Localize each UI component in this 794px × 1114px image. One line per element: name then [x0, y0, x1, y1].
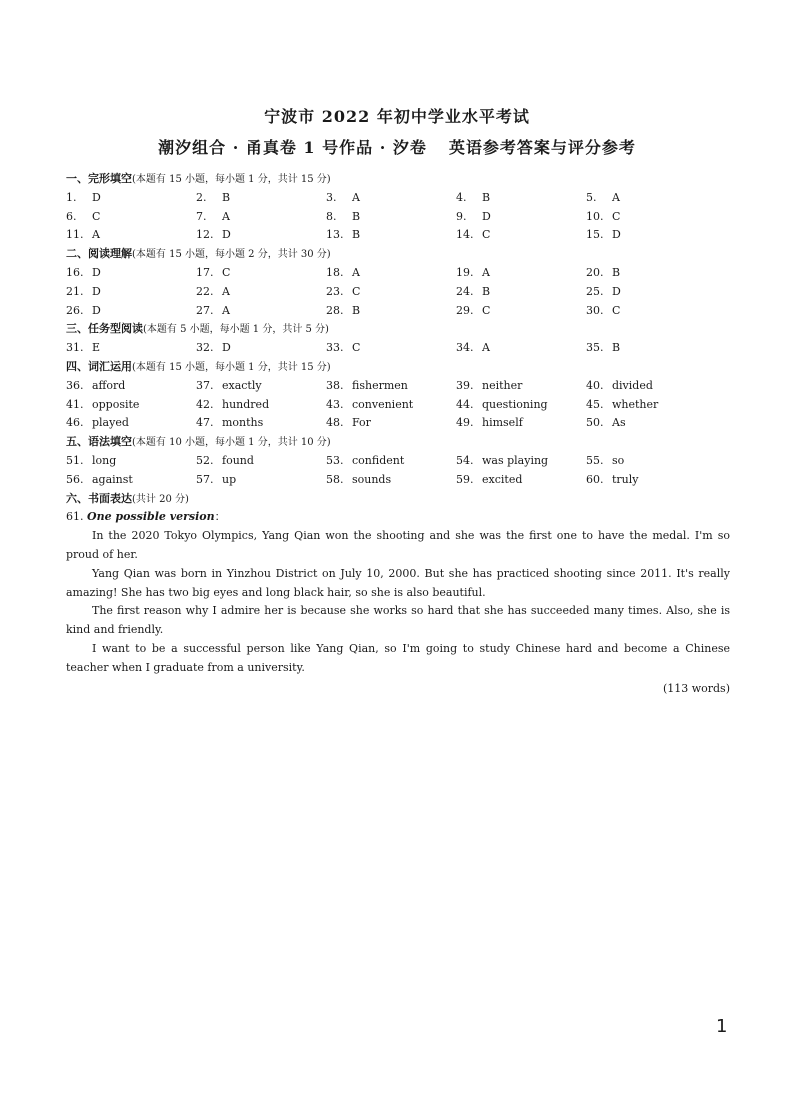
answer-value: B [352, 209, 361, 223]
answer-row [66, 452, 730, 471]
answer-value: A [352, 190, 360, 204]
question-number: 55. [586, 453, 604, 467]
question-number: 24. [456, 284, 474, 298]
answer-value: C [92, 209, 101, 223]
answer-value: up [222, 472, 237, 486]
answer-item [66, 339, 196, 358]
question-number: 28. [326, 303, 344, 317]
answer-value: E [92, 341, 101, 355]
answer-value: played [92, 416, 129, 430]
essay-paragraph: Yang Qian was born in Yinzhou District on July 10, 2000. But she has practiced shooting since 2011. It's really amazing! She has two big eyes and long black hair, so she is also beautiful. [66, 566, 730, 599]
answer-row [66, 339, 730, 358]
answer-item [326, 396, 456, 415]
answer-value: excited [482, 472, 523, 486]
answer-row [66, 377, 730, 396]
question-number: 17. [196, 265, 214, 279]
essay-paragraph: The first reason why I admire her is because she works so hard that she has succeeded many times. Also, she is kind and friendly. [66, 604, 730, 637]
question-number: 31. [66, 341, 84, 355]
answer-value: C [222, 265, 231, 279]
question-number: 21. [66, 284, 84, 298]
answer-row [66, 264, 730, 283]
section-heading [66, 433, 730, 452]
answer-value: D [92, 303, 101, 317]
answer-item [66, 471, 196, 490]
answer-value: questioning [482, 397, 548, 411]
essay-heading [66, 508, 730, 527]
question-number: 23. [326, 284, 344, 298]
section-name: 六、书面表达 [66, 491, 132, 505]
answer-value: found [222, 453, 254, 467]
answer-value: A [352, 265, 360, 279]
answer-value: As [612, 416, 626, 430]
essay-paragraph: I want to be a successful person like Yang Qian, so I'm going to study Chinese hard and become a Chinese teacher when I graduate from a university. [66, 641, 730, 674]
page-number: 1 [716, 1016, 728, 1037]
answer-item [66, 189, 196, 208]
section-scoring-note: (本题有 15 小题，每小题 2 分，共计 30 分) [132, 249, 331, 261]
question-number: 36. [66, 378, 84, 392]
answer-item [66, 208, 196, 227]
answer-item [196, 264, 326, 283]
question-number: 6. [66, 209, 77, 223]
question-number: 26. [66, 303, 84, 317]
answer-value: D [92, 190, 101, 204]
answer-value: divided [612, 378, 653, 392]
answer-value: A [482, 341, 490, 355]
question-number: 32. [196, 341, 214, 355]
answer-value: confident [352, 453, 405, 467]
answer-value: D [612, 228, 621, 242]
answer-value: B [482, 284, 491, 298]
answer-item [196, 302, 326, 321]
answer-item [586, 414, 716, 433]
answer-value: A [612, 190, 620, 204]
section-name: 四、词汇运用 [66, 359, 132, 373]
answer-item [456, 339, 586, 358]
question-number: 58. [326, 472, 344, 486]
question-number: 7. [196, 209, 207, 223]
question-number: 61. [66, 510, 84, 524]
question-number: 49. [456, 416, 474, 430]
answer-value: long [92, 453, 117, 467]
answer-value: D [92, 265, 101, 279]
question-number: 18. [326, 265, 344, 279]
answer-item [196, 226, 326, 245]
answer-value: exactly [222, 378, 262, 392]
question-number: 15. [586, 228, 604, 242]
answer-item [326, 226, 456, 245]
answer-item [456, 302, 586, 321]
answer-item [586, 471, 716, 490]
answer-item [196, 283, 326, 302]
answer-item [586, 396, 716, 415]
question-number: 52. [196, 453, 214, 467]
answer-row [66, 208, 730, 227]
answer-item [586, 189, 716, 208]
question-number: 19. [456, 265, 474, 279]
answer-value: C [482, 303, 491, 317]
question-number: 35. [586, 341, 604, 355]
section-scoring-note: (本题有 15 小题，每小题 1 分，共计 15 分) [132, 174, 331, 185]
section-heading [66, 320, 730, 339]
question-number: 41. [66, 397, 84, 411]
answer-row [66, 189, 730, 208]
answer-item [326, 452, 456, 471]
answer-item [456, 471, 586, 490]
answer-item [326, 302, 456, 321]
answer-item [66, 452, 196, 471]
question-number: 56. [66, 472, 84, 486]
answer-key-body [66, 170, 730, 698]
section-name: 三、任务型阅读 [66, 322, 143, 336]
answer-value: sounds [352, 472, 392, 486]
answer-item [326, 471, 456, 490]
answer-value: For [352, 416, 371, 430]
answer-item [66, 414, 196, 433]
answer-row [66, 471, 730, 490]
answer-value: A [92, 228, 100, 242]
question-number: 51. [66, 453, 84, 467]
answer-item [456, 414, 586, 433]
question-number: 20. [586, 265, 604, 279]
answer-item [586, 226, 716, 245]
label-colon: ： [214, 510, 226, 524]
answer-value: C [612, 209, 621, 223]
section-heading [66, 490, 730, 509]
section-scoring-note: (共计 20 分) [132, 493, 189, 505]
question-number: 45. [586, 397, 604, 411]
answer-item [456, 208, 586, 227]
answer-item [196, 414, 326, 433]
question-number: 14. [456, 228, 474, 242]
question-number: 27. [196, 303, 214, 317]
answer-item [326, 208, 456, 227]
answer-item [66, 377, 196, 396]
answer-item [456, 264, 586, 283]
answer-item [66, 396, 196, 415]
question-number: 39. [456, 378, 474, 392]
question-number: 57. [196, 472, 214, 486]
answer-value: B [612, 265, 621, 279]
question-number: 30. [586, 303, 604, 317]
answer-item [66, 226, 196, 245]
answer-value: D [612, 284, 621, 298]
answer-value: truly [612, 472, 639, 486]
answer-value: B [482, 190, 491, 204]
question-number: 53. [326, 453, 344, 467]
question-number: 9. [456, 209, 467, 223]
answer-item [456, 283, 586, 302]
answer-value: A [222, 209, 230, 223]
answer-row [66, 302, 730, 321]
answer-value: hundred [222, 397, 270, 411]
answer-item [196, 471, 326, 490]
answer-item [456, 452, 586, 471]
question-number: 54. [456, 453, 474, 467]
answer-item [586, 452, 716, 471]
answer-item [326, 414, 456, 433]
question-number: 22. [196, 284, 214, 298]
answer-value: D [222, 228, 231, 242]
subtitle-series: 潮汐组合 · 甬真卷 1 号作品 · 汐卷 [158, 138, 427, 157]
answer-value: afford [92, 378, 126, 392]
answer-item [196, 208, 326, 227]
question-number: 1. [66, 190, 77, 204]
document-title: 宁波市 2022 年初中学业水平考试 [264, 107, 530, 126]
answer-value: B [222, 190, 231, 204]
question-number: 5. [586, 190, 597, 204]
section-scoring-note: (本题有 15 小题，每小题 1 分，共计 15 分) [132, 361, 331, 373]
question-number: 4. [456, 190, 467, 204]
question-number: 44. [456, 397, 474, 411]
answer-item [326, 264, 456, 283]
answer-item [586, 377, 716, 396]
answer-item [456, 189, 586, 208]
answer-value: whether [612, 397, 659, 411]
question-number: 34. [456, 341, 474, 355]
subtitle-answer-key: 英语参考答案与评分参考 [448, 138, 636, 157]
section-heading [66, 170, 730, 189]
word-count: (113 words) [662, 681, 730, 695]
sample-version-label: One possible version [87, 510, 215, 524]
section-heading [66, 358, 730, 377]
answer-item [196, 339, 326, 358]
answer-value: C [482, 228, 491, 242]
question-number: 60. [586, 472, 604, 486]
answer-value: A [222, 284, 230, 298]
document-subtitle [0, 135, 794, 158]
question-number: 8. [326, 209, 337, 223]
answer-item [586, 339, 716, 358]
question-number: 40. [586, 378, 604, 392]
answer-item [326, 339, 456, 358]
question-number: 33. [326, 341, 344, 355]
answer-value: fishermen [352, 378, 408, 392]
answer-value: himself [482, 416, 523, 430]
answer-value: B [352, 228, 361, 242]
answer-value: convenient [352, 397, 414, 411]
answer-item [326, 377, 456, 396]
answer-value: so [612, 453, 625, 467]
answer-item [586, 208, 716, 227]
answer-value: A [222, 303, 230, 317]
answer-value: C [352, 341, 361, 355]
question-number: 11. [66, 228, 84, 242]
answer-value: C [352, 284, 361, 298]
answer-row [66, 414, 730, 433]
answer-item [326, 189, 456, 208]
answer-value: A [482, 265, 490, 279]
question-number: 43. [326, 397, 344, 411]
answer-item [456, 226, 586, 245]
answer-value: B [612, 341, 621, 355]
section-scoring-note: (本题有 5 小题，每小题 1 分，共计 5 分) [143, 324, 329, 336]
answer-item [326, 283, 456, 302]
question-number: 13. [326, 228, 344, 242]
answer-item [66, 302, 196, 321]
question-number: 12. [196, 228, 214, 242]
answer-item [196, 189, 326, 208]
answer-item [586, 283, 716, 302]
question-number: 16. [66, 265, 84, 279]
answer-row [66, 396, 730, 415]
answer-row [66, 283, 730, 302]
answer-item [196, 396, 326, 415]
question-number: 29. [456, 303, 474, 317]
question-number: 38. [326, 378, 344, 392]
section-name: 二、阅读理解 [66, 247, 132, 261]
answer-value: D [222, 341, 231, 355]
section-name: 一、完形填空 [66, 172, 132, 185]
answer-item [456, 377, 586, 396]
question-number: 10. [586, 209, 604, 223]
answer-item [66, 264, 196, 283]
answer-item [586, 302, 716, 321]
answer-value: was playing [482, 453, 549, 467]
question-number: 3. [326, 190, 337, 204]
section-name: 五、语法填空 [66, 435, 132, 449]
answer-value: B [352, 303, 361, 317]
answer-value: neither [482, 378, 523, 392]
answer-value: C [612, 303, 621, 317]
essay-paragraph: In the 2020 Tokyo Olympics, Yang Qian won the shooting and she was the first one to have the medal. I'm so proud of her. [66, 529, 730, 561]
question-number: 42. [196, 397, 214, 411]
answer-value: D [92, 284, 101, 298]
answer-value: months [222, 416, 264, 430]
question-number: 46. [66, 416, 84, 430]
answer-value: opposite [92, 397, 140, 411]
question-number: 47. [196, 416, 214, 430]
section-scoring-note: (本题有 10 小题，每小题 1 分，共计 10 分) [132, 437, 331, 449]
question-number: 37. [196, 378, 214, 392]
answer-item [66, 283, 196, 302]
answer-item [196, 452, 326, 471]
answer-value: D [482, 209, 491, 223]
question-number: 59. [456, 472, 474, 486]
section-heading [66, 245, 730, 264]
question-number: 50. [586, 416, 604, 430]
answer-item [586, 264, 716, 283]
answer-row [66, 226, 730, 245]
question-number: 25. [586, 284, 604, 298]
answer-item [196, 377, 326, 396]
answer-item [456, 396, 586, 415]
answer-value: against [92, 472, 133, 486]
question-number: 2. [196, 190, 207, 204]
question-number: 48. [326, 416, 344, 430]
